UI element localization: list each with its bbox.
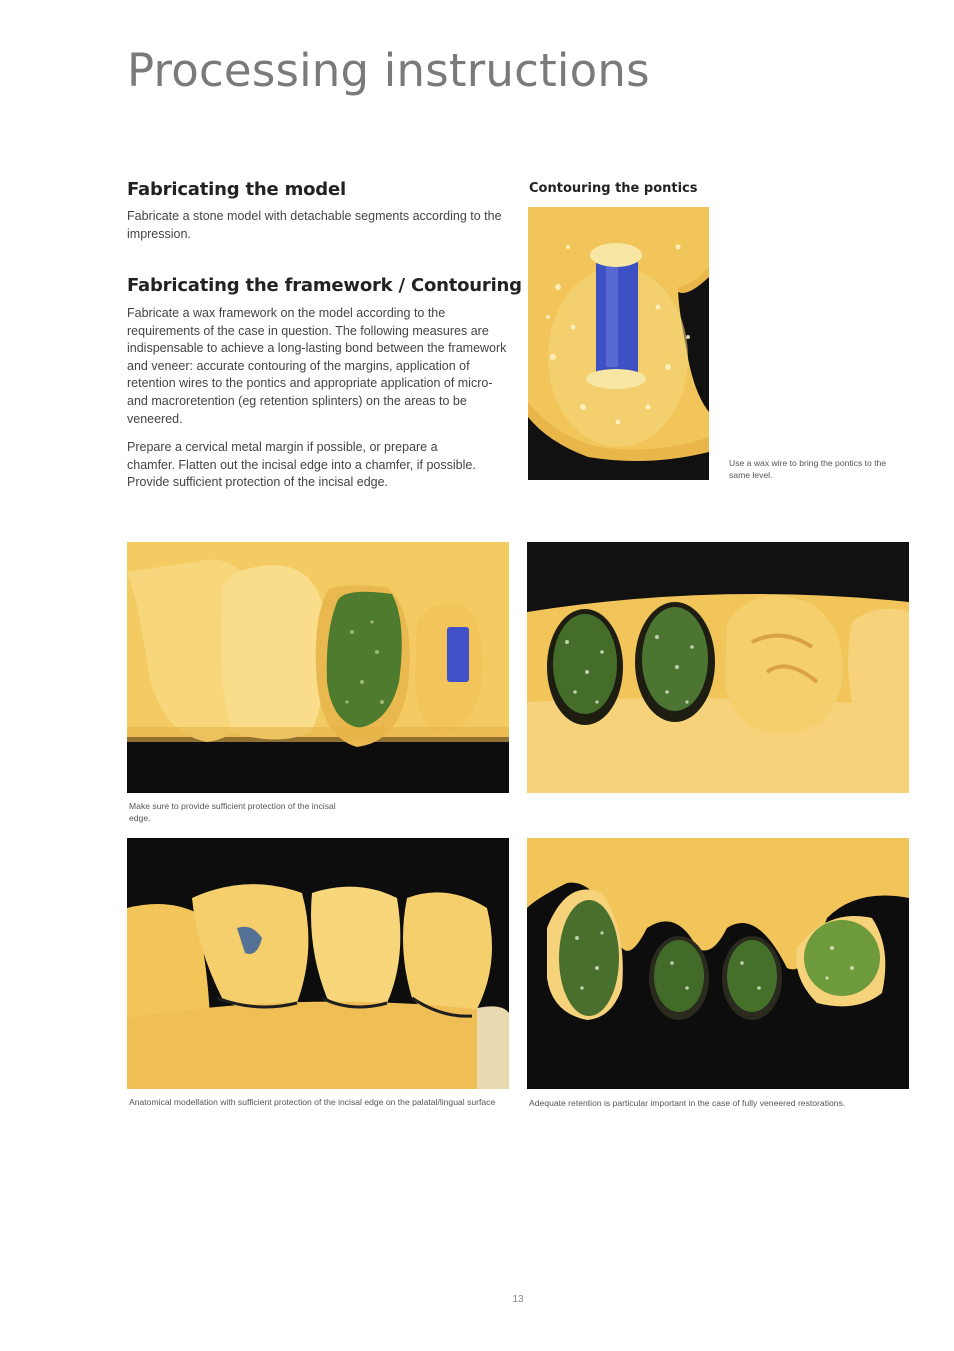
section-heading-pontics: Contouring the pontics bbox=[529, 181, 698, 196]
pontic-wax-wire-photo bbox=[528, 207, 709, 480]
section-text-framework-2: Prepare a cervical metal margin if possible, or prepare a chamfer. Flatten out the incisal edge into a chamfer, if possible. Provide sufficient protection of the incisal edge. bbox=[127, 440, 476, 490]
photo-caption-4: Adequate retention is particular important in the case of fully veneered restorations. bbox=[529, 1098, 846, 1108]
pontics-caption: Use a wax wire to bring the pontics to the same level. bbox=[729, 458, 887, 480]
anatomical-modellation-photo bbox=[127, 838, 509, 1089]
section-text-framework-1: Fabricate a wax framework on the model according to the requirements of the case in question. The following measures are indispensable to achieve a long-lasting bond between the framework and veneer: accurate contouring of the margins, application of retention wires to the pontics and appropriate application of micro- and macroretention (eg retention splinters) on the areas to be veneered. bbox=[127, 306, 507, 426]
section-text-model: Fabricate a stone model with detachable segments according to the impression. bbox=[127, 209, 502, 241]
framework-occlusal-photo bbox=[527, 542, 909, 793]
page-title: Processing instructions bbox=[127, 44, 650, 97]
photo-caption-3: Anatomical modellation with sufficient protection of the incisal edge on the palatal/lingual surface bbox=[129, 1097, 496, 1107]
page-number: 13 bbox=[512, 1294, 524, 1305]
retention-veneered-photo bbox=[527, 838, 909, 1089]
section-heading-model: Fabricating the model bbox=[127, 179, 346, 200]
incisal-protection-photo bbox=[127, 542, 509, 793]
photo-caption-1: Make sure to provide sufficient protection of the incisal edge. bbox=[129, 801, 336, 823]
section-heading-framework: Fabricating the framework / Contouring bbox=[127, 275, 522, 296]
